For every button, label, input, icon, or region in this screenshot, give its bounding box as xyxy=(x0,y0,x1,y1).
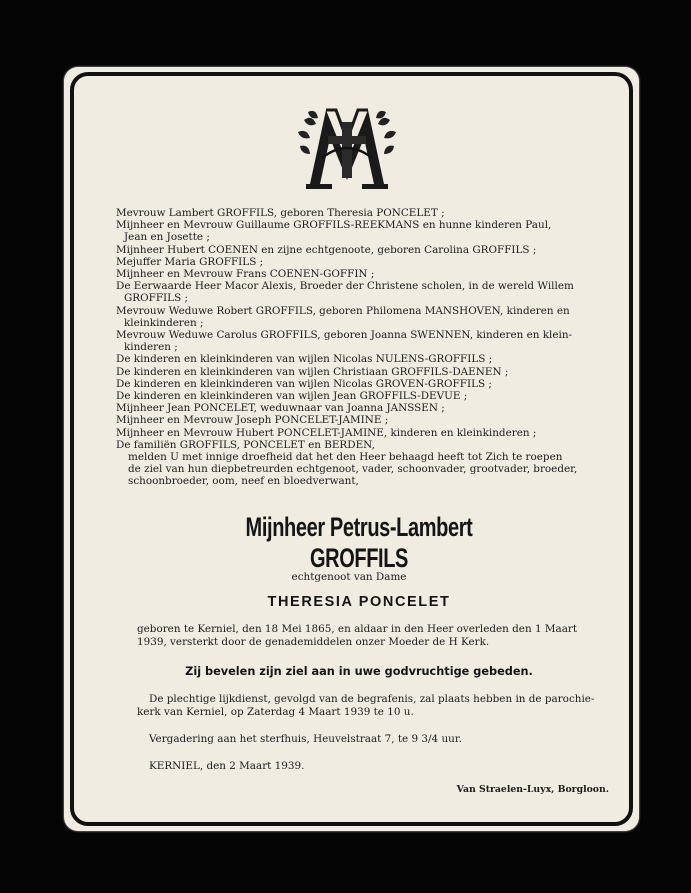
service-line: De plechtige lijkdienst, gevolgd van de begrafenis, zal plaats hebben in de parochie- xyxy=(149,693,595,705)
deceased-name: Mijnheer Petrus-Lambert GROFFILS xyxy=(245,512,473,573)
announcement-line: melden U met innige droefheid dat het den Heer behaagd heeft tot Zich te roepen xyxy=(128,451,563,464)
spouse-name: THERESIA PONCELET xyxy=(267,594,451,610)
family-line: kinderen ; xyxy=(124,341,178,354)
family-line: Mijnheer Jean PONCELET, weduwnaar van Joanna JANSSEN ; xyxy=(116,402,445,415)
place-date: KERNIEL, den 2 Maart 1939. xyxy=(149,760,305,772)
family-line: De familiën GROFFILS, PONCELET en BERDEN, xyxy=(116,438,375,451)
family-list xyxy=(116,207,611,488)
meeting-info: Vergadering aan het sterfhuis, Heuvelstraat 7, te 9 3/4 uur. xyxy=(149,733,462,745)
birth-line: geboren te Kerniel, den 18 Mei 1865, en aldaar in den Heer overleden den 1 Maart xyxy=(137,623,578,635)
announcement-line: de ziel van hun diepbetreurden echtgenoot, vader, schoonvader, grootvader, broeder, xyxy=(128,463,578,476)
family-line: De kinderen en kleinkinderen van wijlen Christiaan GROFFILS-DAENEN ; xyxy=(116,365,509,378)
family-line: Mejuffer Maria GROFFILS ; xyxy=(116,255,264,268)
spouse-intro: echtgenoot van Dame xyxy=(291,571,407,583)
service-line: kerk van Kerniel, op Zaterdag 4 Maart 1939 te 10 u. xyxy=(137,705,414,718)
family-line: Mijnheer en Mevrouw Guillaume GROFFILS-REEKMANS en hunne kinderen Paul, xyxy=(116,219,552,232)
family-line: kleinkinderen ; xyxy=(124,316,204,329)
prayer-request: Zij bevelen zijn ziel aan in uwe godvruchtige gebeden. xyxy=(185,665,533,678)
funeral-service-details xyxy=(137,693,617,718)
family-line: De kinderen en kleinkinderen van wijlen Jean GROFFILS-DEVUE ; xyxy=(116,390,468,403)
announcement-line: schoonbroeder, oom, neef en bloedverwant, xyxy=(128,475,359,488)
family-line: Mijnheer en Mevrouw Joseph PONCELET-JAMINE ; xyxy=(116,414,389,427)
family-line: De kinderen en kleinkinderen van wijlen Nicolas GROVEN-GROFFILS ; xyxy=(116,377,492,390)
family-line: Mevrouw Weduwe Carolus GROFFILS, geboren Joanna SWENNEN, kinderen en klein- xyxy=(116,329,573,342)
family-line: Jean en Josette ; xyxy=(124,231,210,244)
death-notice-card xyxy=(64,67,639,831)
family-line: Mevrouw Lambert GROFFILS, geboren Theresia PONCELET ; xyxy=(116,207,445,219)
monogram-emblem-icon xyxy=(292,100,402,195)
printer-credit: Van Straelen-Luyx, Borgloon. xyxy=(456,784,609,795)
family-line: Mijnheer Hubert COENEN en zijne echtgenoote, geboren Carolina GROFFILS ; xyxy=(116,243,537,256)
family-line: Mijnheer en Mevrouw Hubert PONCELET-JAMINE, kinderen en kleinkinderen ; xyxy=(116,426,537,439)
birth-line: 1939, versterkt door de genademiddelen onzer Moeder de H Kerk. xyxy=(137,635,490,648)
family-line: Mevrouw Weduwe Robert GROFFILS, geboren Philomena MANSHOVEN, kinderen en xyxy=(116,304,570,317)
family-line: Mijnheer en Mevrouw Frans COENEN-GOFFIN ; xyxy=(116,268,375,281)
family-line: GROFFILS ; xyxy=(124,292,188,305)
family-line: De kinderen en kleinkinderen van wijlen Nicolas NULENS-GROFFILS ; xyxy=(116,353,493,366)
family-line: De Eerwaarde Heer Macor Alexis, Broeder der Christene scholen, in de wereld Willem xyxy=(116,280,574,293)
birth-death-details xyxy=(137,623,617,648)
